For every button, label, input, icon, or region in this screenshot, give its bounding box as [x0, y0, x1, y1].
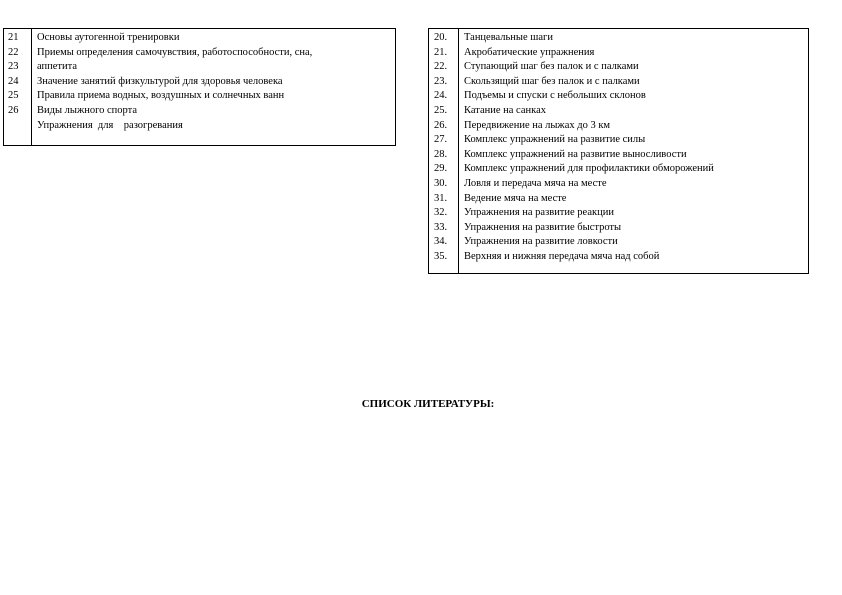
row-number: 22: [8, 46, 19, 58]
row-number: 21: [8, 32, 19, 43]
topic-text: Упражнения на развитие ловкости: [464, 236, 618, 248]
row-number: 24: [8, 75, 19, 87]
row-number: 31.: [434, 192, 448, 204]
topic-text: Виды лыжного спорта: [37, 104, 138, 116]
topic-text: Упражнения на развитие быстроты: [464, 221, 622, 233]
row-number: 35.: [434, 250, 448, 262]
topic-text: Верхняя и нижняя передача мяча над собой: [464, 250, 660, 262]
row-number: 25.: [434, 104, 448, 116]
row-number: 23.: [434, 75, 448, 87]
row-number: 20.: [434, 32, 448, 43]
topic-text: Правила приема водных, воздушных и солнечных ванн: [37, 90, 285, 102]
topic-column: [32, 29, 312, 145]
topic-text: Упражнения для разогревания: [37, 119, 183, 131]
row-number: 30.: [434, 177, 448, 189]
topic-text: Комплекс упражнений на развитие выносливости: [464, 148, 687, 160]
row-number: 33.: [434, 221, 448, 233]
row-number: 26: [8, 104, 19, 116]
topic-text: аппетита: [37, 61, 78, 73]
topic-text: Скользящий шаг без палок и с палками: [464, 75, 640, 87]
row-number: 21.: [434, 46, 448, 58]
row-number: 22.: [434, 61, 448, 73]
row-number: 23: [8, 61, 19, 73]
topic-column: [459, 29, 714, 273]
row-number: 29.: [434, 163, 448, 175]
row-number: 24.: [434, 90, 448, 102]
topic-text: Ступающий шаг без палок и с палками: [464, 61, 639, 73]
topic-text: Ловля и передача мяча на месте: [464, 177, 607, 189]
topic-text: Основы аутогенной тренировки: [37, 32, 180, 43]
topic-text: Акробатические упражнения: [464, 46, 595, 58]
row-number: 32.: [434, 207, 448, 219]
row-number: 25: [8, 90, 19, 102]
topics-table-right: [428, 28, 809, 274]
topic-text: Упражнения на развитие реакции: [464, 207, 614, 219]
topic-text: Передвижение на лыжах до 3 км: [464, 119, 611, 131]
topics-table-left: [3, 28, 396, 146]
topic-text: Подъемы и спуски с небольших склонов: [464, 90, 646, 102]
row-number: 26.: [434, 119, 448, 131]
row-number: 27.: [434, 134, 448, 146]
row-number: 34.: [434, 236, 448, 248]
number-column: [4, 29, 32, 145]
topic-text: Приемы определения самочувствия, работоспособности, сна,: [37, 46, 313, 58]
number-column: [429, 29, 459, 273]
topic-text: Значение занятий физкультурой для здоровья человека: [37, 75, 283, 87]
topic-text: Танцевальные шаги: [464, 32, 553, 43]
topic-text: Комплекс упражнений для профилактики обморожений: [464, 163, 714, 175]
topic-text: Комплекс упражнений на развитие силы: [464, 134, 646, 146]
row-number: 28.: [434, 148, 448, 160]
topic-text: Ведение мяча на месте: [464, 192, 567, 204]
bibliography-heading: СПИСОК ЛИТЕРАТУРЫ:: [361, 398, 495, 410]
topic-text: Катание на санках: [464, 104, 546, 116]
